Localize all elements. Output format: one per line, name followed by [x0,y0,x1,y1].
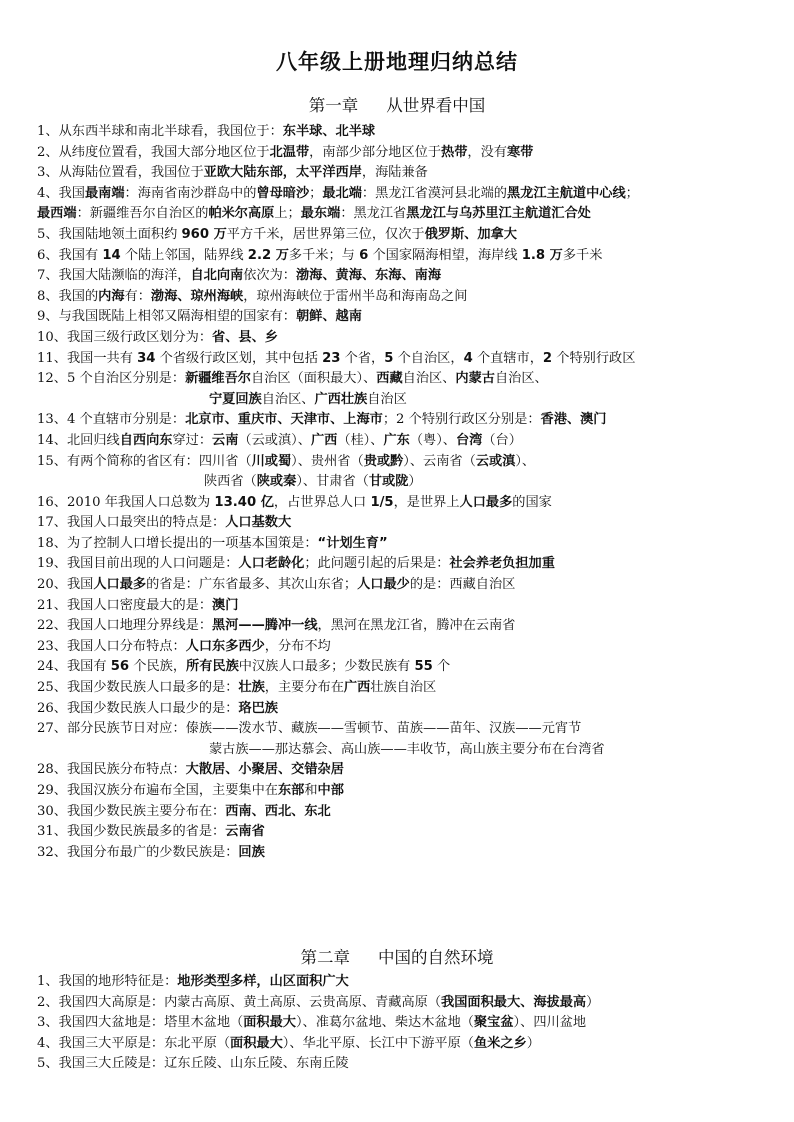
item-text: ）、华北平原、长江中下游平原（ [282,1035,474,1051]
item-text: ，琼州海峡位于雷州半岛和海南岛之间 [243,288,468,304]
item-text: （桂）、 [337,432,384,448]
emphasis-text: 川或蜀 [251,453,292,469]
item-text: 的是：西藏自治区 [409,577,516,593]
item-text: 个 [432,659,451,675]
item-text: 个国家隔海相望，海岸线 [368,247,522,263]
emphasis-text: 地形类型多样，山区面积广大 [177,974,349,989]
item-text: 个民族， [129,659,187,675]
list-item [37,822,767,843]
emphasis-text: 内蒙古 [455,371,495,387]
item-text: ）、四川盆地 [513,1015,587,1031]
item-text: 2、从纬度位置看，我国大部分地区位于 [37,144,270,160]
item-text: ，海陆兼备 [361,165,428,181]
item-text: 14、北回归线 [37,432,120,448]
list-item [37,225,767,246]
item-text: ）、贵州省（ [291,453,364,469]
item-text: 9、与我国既陆上相邻又隔海相望的国家有： [37,309,296,325]
item-text: 自治区、 [402,371,456,387]
item-text: 19、我国目前出现的人口问题是： [37,556,239,572]
list-item [37,184,767,205]
emphasis-text: 人口基数大 [225,515,292,531]
item-text: 5、我国三大丘陵是：辽东丘陵、山东丘陵、东南丘陵 [37,1056,349,1072]
item-text: 3、从海陆位置看，我国位于 [37,165,204,181]
item-text: 21、我国人口密度最大的是： [37,597,213,613]
emphasis-text: 朝鲜、越南 [295,309,362,325]
emphasis-text: 中部 [317,783,344,798]
emphasis-text: 我国面积最大、海拔最高 [441,994,587,1010]
item-text: ；此问题引起的后果是： [304,556,450,572]
chapter-1-heading [0,92,794,116]
item-text: ：新疆维吾尔自治区的 [76,206,209,222]
chapter-2-number: 第二章 [300,948,350,967]
item-text: ；2 个特别行政区分别是： [382,412,541,428]
emphasis-text: 4 [463,350,473,366]
list-item [37,1034,767,1055]
item-text: ：黑龙江省漠河县北端的 [361,185,507,201]
item-text: ：海南省南沙群岛中的 [124,185,257,201]
item-text: 4、我国 [37,185,85,201]
item-text: 1、我国的地形特征是： [37,974,178,989]
item-text: ：黑龙江省 [340,206,407,222]
item-text: 8、我国的 [37,288,99,304]
item-text: 22、我国人口地理分界线是： [37,618,213,634]
emphasis-text: 热带 [441,144,468,160]
emphasis-text: 黑河——腾冲一线 [212,618,318,634]
list-item [37,843,767,864]
list-item [37,616,767,637]
list-item [37,307,767,328]
emphasis-text: 北京市、重庆市、天津市、上海市 [185,412,383,428]
emphasis-text: 56 [110,659,130,675]
list-item [37,1054,767,1075]
emphasis-text: 壮族 [238,680,265,696]
emphasis-text: 陕或秦 [256,474,297,490]
emphasis-text: 人口最少 [357,577,410,593]
emphasis-text: 北温带 [269,144,310,160]
emphasis-text: 内海 [98,288,125,304]
item-text: ，主要分布在 [264,680,344,696]
item-text: 平方千米，居世界第三位，仅次于 [226,226,425,242]
item-text: （粤）、 [409,432,456,448]
list-item [37,163,767,184]
emphasis-text: 东半球、北半球 [282,124,376,139]
list-item [37,390,767,411]
item-text: ； [625,185,639,201]
item-text: （台） [482,432,522,448]
item-text: 13、4 个直辖市分别是： [37,412,186,428]
list-item [37,122,767,143]
item-text: 26、我国少数民族人口最少的是： [37,700,239,716]
emphasis-text: 宁夏回族 [209,391,262,407]
list-item [37,369,767,390]
chapter-1-list [37,122,767,863]
emphasis-text: 大散居、小聚居、交错杂居 [185,762,344,778]
item-text: 自治区、 [494,371,548,387]
item-text: 29、我国汉族分布遍布全国，主要集中在 [37,783,278,798]
emphasis-text: 黑龙江与乌苏里江主航道汇合处 [406,206,591,222]
item-text: ）、云南省（ [403,453,476,469]
emphasis-text: 23 [322,350,341,366]
emphasis-text: 省、县、乡 [212,329,278,345]
emphasis-text: 广西 [343,680,371,696]
item-text: 个省级行政区划，其中包括 [155,350,323,366]
emphasis-text: 13.40 亿 [214,494,274,510]
emphasis-text: 东部 [277,783,305,798]
item-text: 4、我国三大平原是：东北平原（ [37,1035,231,1051]
emphasis-text: 台湾 [456,432,483,448]
emphasis-text: 回族 [238,844,265,860]
list-item [37,699,767,720]
item-text: ） [408,474,422,490]
item-text: 28、我国民族分布特点： [37,762,186,778]
document-title: 八年级上册地理归纳总结 [276,50,518,74]
emphasis-text: 渤海、黄海、东海、南海 [295,268,442,284]
item-text: 20、我国 [37,577,94,593]
emphasis-text: 澳门 [212,597,239,613]
emphasis-text: 面积最大 [243,1015,296,1031]
item-text: 的省是：广东省最多、其次山东省； [146,577,358,593]
list-item [37,596,767,617]
list-item [37,493,767,514]
list-item [37,637,767,658]
emphasis-text: 5 [384,350,394,366]
emphasis-text: 社会养老负担加重 [449,556,555,572]
emphasis-text: 最东端 [300,206,341,222]
item-text: 中汉族人口最多；少数民族有 [238,659,415,675]
chapter-2-heading [0,944,794,968]
list-item [37,534,767,555]
emphasis-text: 人口东多西少 [185,638,265,654]
emphasis-text: 1/5 [370,494,394,510]
list-item [37,410,767,431]
list-item [37,781,767,802]
item-text: 依次为： [243,268,296,284]
list-item [37,575,767,596]
emphasis-text: 西南、西北、东北 [225,803,331,819]
item-text: 24、我国有 [37,659,111,675]
emphasis-text: “计划生育” [317,535,388,551]
emphasis-text: 自西向东 [119,432,173,448]
list-item [37,349,767,370]
item-text: 23、我国人口分布特点： [37,638,186,654]
emphasis-text: 亚欧大陆东部，太平洋西岸 [203,165,362,181]
item-text: 1、从东西半球和南北半球看，我国位于： [37,124,283,139]
emphasis-text: 最西端 [37,206,77,222]
item-text: 自治区（面积最大）、 [251,371,377,387]
emphasis-text: 曾母暗沙 [256,185,310,201]
item-text: （云或滇）、 [238,432,311,448]
item-text: 壮族自治区 [370,680,437,696]
item-text: 上； [274,206,301,222]
list-item [37,972,767,993]
list-item [37,287,767,308]
item-text: ） [526,1035,540,1051]
list-item [37,513,767,534]
list-item [37,204,767,225]
list-item [37,452,767,473]
item-text: 10、我国三级行政区划分为： [37,329,213,345]
item-text: 自治区、 [261,391,315,407]
item-text: ，黑河在黑龙江省，腾冲在云南省 [317,618,516,634]
emphasis-text: 香港、澳门 [540,412,607,428]
emphasis-text: 西藏 [376,371,403,387]
list-item [37,143,767,164]
item-text: ） [586,994,600,1010]
item-text: 个自治区， [393,350,464,366]
emphasis-text: 帕米尔高原 [208,206,275,222]
list-item [37,246,767,267]
emphasis-text: 鱼米之乡 [473,1035,527,1051]
list-item [37,993,767,1014]
emphasis-text: 云南 [212,432,239,448]
chapter-1-name: 从世界看中国 [386,96,486,115]
item-text: 个省， [340,350,385,366]
list-item [37,760,767,781]
item-text: 个直辖市， [472,350,543,366]
emphasis-text: 俄罗斯、加拿大 [424,226,517,242]
item-text: 穿过： [172,432,213,448]
emphasis-text: 广西 [310,432,338,448]
emphasis-text: 最南端 [84,185,125,201]
emphasis-text: 1.8 万 [521,247,563,263]
item-text: 个陆上邻国，陆界线 [120,247,248,263]
item-text: 30、我国少数民族主要分布在： [37,803,226,819]
item-text: 17、我国人口最突出的特点是： [37,515,226,531]
item-text: ）、 [515,453,536,469]
list-item [37,1013,767,1034]
item-text: 27、部分民族节日对应：傣族——泼水节、藏族——雪顿节、苗族——苗年、汉族——元宵节 [37,721,582,737]
item-text: 自治区 [367,391,407,407]
emphasis-text: 贵或黔 [363,453,404,469]
emphasis-text: 自北向南 [190,268,244,284]
emphasis-text: 黑龙江主航道中心线 [506,185,626,201]
emphasis-text: 2.2 万 [247,247,289,263]
item-text: 12、5 个自治区分别是： [37,371,186,387]
item-text: 个特别行政区 [552,350,636,366]
list-item [37,719,767,740]
item-text: ）、甘肃省（ [296,474,369,490]
item-text: 3、我国四大盆地是：塔里木盆地（ [37,1015,244,1031]
emphasis-text: 14 [102,247,121,263]
list-item [37,554,767,575]
item-text: 的国家 [512,494,552,510]
emphasis-text: 人口老龄化 [238,556,305,572]
item-text: 32、我国分布最广的少数民族是： [37,844,239,860]
item-text: ，是世界上 [393,494,460,510]
emphasis-text: 寒带 [506,144,534,160]
list-item [37,472,767,493]
item-text: 18、为了控制人口增长提出的一项基本国策是： [37,535,318,551]
emphasis-text: 2 [542,350,553,366]
item-text: 2、我国四大高原是：内蒙古高原、黄土高原、云贵高原、青藏高原（ [37,994,442,1010]
emphasis-text: 新疆维吾尔 [185,371,251,387]
item-text: 蒙古族——那达慕会、高山族——丰收节，高山族主要分布在台湾省 [209,741,605,757]
emphasis-text: 55 [414,659,433,675]
list-item [37,328,767,349]
emphasis-text: 人口最多 [459,494,513,510]
item-text: ； [309,185,323,201]
item-text: 6、我国有 [37,247,103,263]
emphasis-text: 珞巴族 [238,700,278,716]
list-item [37,740,767,761]
item-text: 多千米 [562,247,603,263]
item-text: 11、我国一共有 [37,350,138,366]
chapter-2-list [37,972,767,1075]
item-text: ，占世界总人口 [273,494,371,510]
chapter-2-name: 中国的自然环境 [378,948,494,967]
emphasis-text: 面积最大 [230,1035,283,1051]
emphasis-text: 34 [137,350,156,366]
emphasis-text: 云或滇 [475,453,516,469]
emphasis-text: 广西壮族 [314,391,368,407]
emphasis-text: 最北端 [322,185,362,201]
emphasis-text: 6 [359,247,369,263]
item-text: 多千米；与 [288,247,360,263]
emphasis-text: 云南省 [225,824,265,840]
emphasis-text: 人口最多 [93,577,147,593]
item-text: ，没有 [467,144,507,160]
list-item [37,802,767,823]
list-item [37,266,767,287]
emphasis-text: 广东 [383,432,410,448]
emphasis-text: 960 万 [181,226,227,242]
chapter-1-number: 第一章 [308,96,359,115]
item-text: 25、我国少数民族人口最多的是： [37,680,239,696]
item-text: 7、我国大陆濒临的海洋， [37,268,191,284]
emphasis-text: 甘或陇 [368,474,409,490]
item-text: 31、我国少数民族最多的省是： [37,824,226,840]
list-item [37,431,767,452]
item-text: 15、有两个简称的省区有：四川省（ [37,453,252,469]
list-item [37,657,767,678]
emphasis-text: 聚宝盆 [473,1015,514,1031]
item-text: 有： [124,288,151,304]
item-text: 16、2010 年我国人口总数为 [37,494,215,510]
emphasis-text: 渤海、琼州海峡 [150,288,244,304]
item-text: 和 [304,783,318,798]
item-text: ）、准葛尔盆地、柴达木盆地（ [295,1015,474,1031]
item-text: ，分布不均 [264,638,331,654]
item-text: ，南部少部分地区位于 [309,144,442,160]
emphasis-text: 所有民族 [186,659,239,675]
item-text: 5、我国陆地领土面积约 [37,226,182,242]
list-item [37,678,767,699]
item-text: 陕西省（ [204,474,257,490]
